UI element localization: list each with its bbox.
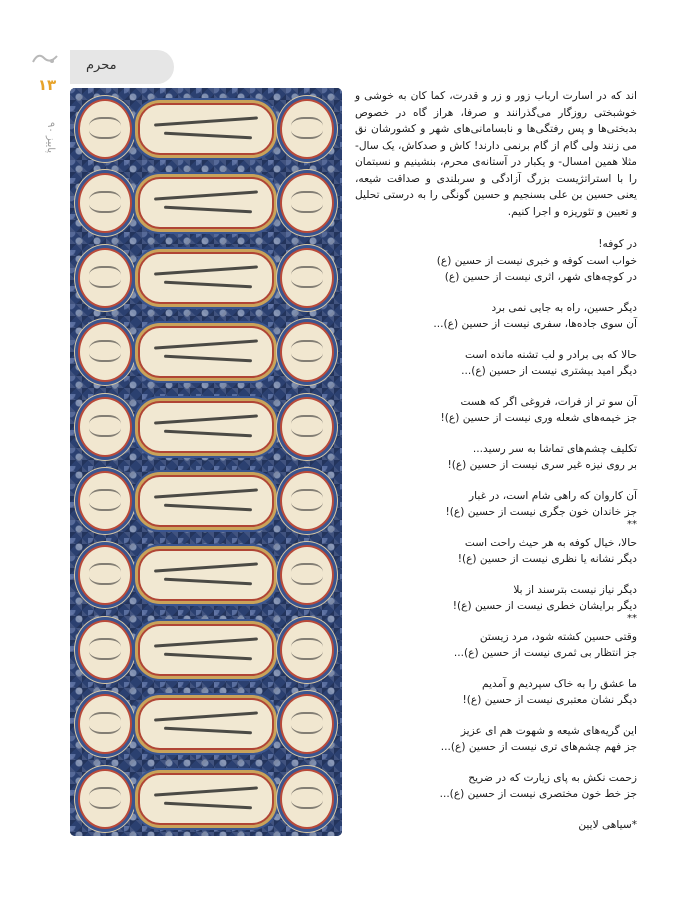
- poem-stanza: [355, 723, 637, 756]
- calligraphy-panel-row: [70, 611, 342, 685]
- calligraphy-medallion: [280, 173, 334, 233]
- intro-paragraph: اند که در اسارت ارباب زور و زر و قدرت، کما کان به خوشی و خوشبختی روزگار می‌گذرانند و صرفا، هراز گاه در خصوص بدبختی‌ها و پس رفتگی‌ها و نابسامانی‌های شهر و کشورشان نق می زنند ولی گام از گام برنمی دارند! کاش و صدکاش، یک سال- مثلا همین امسال- و یکبار در آستانه‌ی محرم، بنشینیم و نسبتمان را با استراتژیست بزرگ آزادگی و سربلندی و صداقت شیعه، یعنی حسین بن علی بسنجیم و حسین گونگی را به درستی تحلیل و تعیین و تئوریزه و اجرا کنیم.: [355, 90, 637, 218]
- calligraphy-panel-row: [70, 164, 342, 238]
- calligraphy-tile-image: [70, 88, 342, 836]
- poem-line: خواب است کوفه و خبری نیست از حسین (ع): [436, 254, 637, 267]
- calligraphy-medallion: [78, 769, 132, 829]
- calligraphy-medallion: [78, 322, 132, 382]
- calligraphy-panel-row: [70, 462, 342, 536]
- calligraphy-medallion: [280, 397, 334, 457]
- calligraphy-medallion: [280, 322, 334, 382]
- poem-line: دیگر نشانه یا نظری نیست از حسین (ع)!: [457, 553, 637, 565]
- calligraphy-cartouche: [138, 177, 274, 229]
- calligraphy-medallion: [280, 99, 334, 159]
- calligraphy-cartouche: [138, 103, 274, 155]
- poem-line: در کوچه‌های شهر، اثری نیست از حسین (ع): [444, 271, 637, 283]
- poem-stanza: [355, 347, 637, 380]
- calligraphy-panel-row: [70, 388, 342, 462]
- calligraphy-panel-row: [70, 685, 342, 759]
- poem-line: در کوفه!: [598, 238, 637, 250]
- calligraphy-cartouche: [138, 475, 274, 527]
- calligraphy-panel-row: [70, 90, 342, 164]
- calligraphy-medallion: [78, 694, 132, 754]
- calligraphy-cartouche: [138, 252, 274, 304]
- calligraphy-medallion: [78, 397, 132, 457]
- poem-stanza: [355, 676, 637, 709]
- calligraphy-medallion: [78, 173, 132, 233]
- section-title: محرم: [86, 58, 117, 73]
- poem-line: آن سوی جاده‌ها، سفری نیست از حسین (ع)...: [433, 318, 637, 330]
- calligraphy-medallion: [280, 471, 334, 531]
- poem-stanza: [355, 582, 637, 623]
- poem-line: وقتی حسین کشته شود، مرد زیستن: [479, 630, 637, 643]
- poem-line: آن کاروان که راهی شام است، در غبار: [469, 489, 637, 502]
- poem-line: دیگر نشان معتبری نیست از حسین (ع)!: [462, 694, 637, 706]
- stanza-separator: **: [627, 612, 637, 624]
- poem-line: دیگر حسین، راه به جایی نمی برد: [491, 301, 637, 314]
- poem-line: حالا، خیال کوفه به هر حیث راحت است: [464, 536, 637, 549]
- calligraphy-cartouche: [138, 549, 274, 601]
- poem-stanza: [355, 488, 637, 529]
- page-number: ۱۳: [37, 76, 57, 94]
- poem-line: جز انتظار بی ثمری نیست از حسین (ع)...: [453, 647, 637, 659]
- poem-line: ما عشق را به خاک سپردیم و آمدیم: [482, 677, 637, 690]
- article-text-column: [355, 88, 637, 833]
- poem-stanza: [355, 770, 637, 803]
- side-strip: [30, 50, 64, 154]
- poem-line: جز خیمه‌های شعله وری نیست از حسین (ع)!: [440, 412, 637, 424]
- calligraphy-medallion: [78, 620, 132, 680]
- calligraphy-panel-row: [70, 536, 342, 610]
- calligraphy-cartouche: [138, 773, 274, 825]
- poem-line: بر روی نیزه غیر سری نیست از حسین (ع)!: [447, 459, 637, 471]
- poem-stanza: [355, 535, 637, 568]
- calligraphy-cartouche: [138, 401, 274, 453]
- calligraphy-panel-row: [70, 760, 342, 834]
- stanza-separator: **: [627, 518, 637, 530]
- calligraphy-medallion: [280, 620, 334, 680]
- calligraphy-medallion: [78, 545, 132, 605]
- poem-line: این گریه‌های شیعه و شهوت هم ای عزیز: [460, 724, 637, 737]
- section-header-tab: [70, 50, 174, 84]
- poem-stanza: [355, 629, 637, 662]
- calligraphy-medallion: [280, 545, 334, 605]
- poem-stanza: [355, 236, 637, 286]
- calligraphy-cartouche: [138, 326, 274, 378]
- calligraphy-medallion: [280, 248, 334, 308]
- poem-line: دیگر برایشان خطری نیست از حسین (ع)!: [452, 600, 637, 612]
- calligraphy-panel-row: [70, 239, 342, 313]
- poem-stanza: [355, 441, 637, 474]
- calligraphy-medallion: [280, 769, 334, 829]
- calligraphy-medallion: [78, 248, 132, 308]
- poem-line: تکلیف چشم‌های تماشا به سر رسید...: [472, 442, 637, 455]
- poem-stanza: [355, 394, 637, 427]
- poem: [355, 236, 637, 803]
- poem-stanza: [355, 300, 637, 333]
- poem-line: دیگر امید بیشتری نیست از حسین (ع)...: [461, 365, 637, 377]
- calligraphy-medallion: [78, 99, 132, 159]
- publication-logo-icon: [30, 50, 60, 66]
- poem-signature: *سیاهی لایین: [578, 818, 637, 831]
- calligraphy-medallion: [78, 471, 132, 531]
- calligraphy-panel-row: [70, 313, 342, 387]
- poem-line: جز فهم چشم‌های تری نیست از حسین (ع)...: [440, 741, 637, 753]
- publication-date: پاییز ۹۰: [45, 122, 56, 154]
- poem-line: حالا که بی برادر و لب تشنه مانده است: [464, 348, 637, 361]
- poem-line: جز خاندان خون جگری نیست از حسین (ع)!: [445, 506, 637, 518]
- calligraphy-medallion: [280, 694, 334, 754]
- poem-line: زحمت نکش به پای زیارت که در ضریح: [468, 771, 637, 784]
- poem-line: آن سو تر از فرات، فروغی اگر که هست: [460, 395, 637, 408]
- calligraphy-cartouche: [138, 624, 274, 676]
- poem-line: دیگر نیاز نیست بترسند از بلا: [513, 583, 637, 596]
- poem-line: جز خط خون مختصری نیست از حسین (ع)...: [439, 788, 637, 800]
- calligraphy-cartouche: [138, 698, 274, 750]
